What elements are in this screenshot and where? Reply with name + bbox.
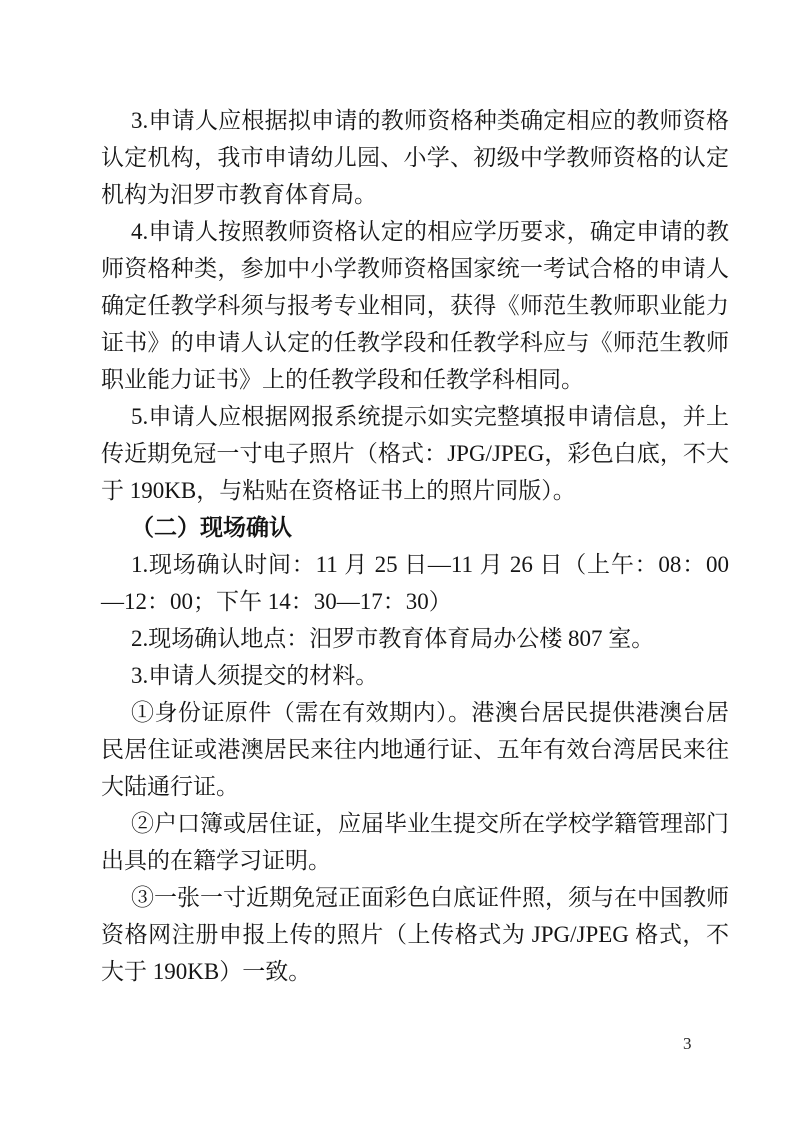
document-content xyxy=(101,102,729,990)
paragraph-qualification-authority: 3.申请人应根据拟申请的教师资格种类确定相应的教师资格认定机构，我市申请幼儿园、小学、初级中学教师资格的认定机构为汨罗市教育体育局。 xyxy=(101,108,729,207)
page-number: 3 xyxy=(683,1034,692,1053)
paragraph-confirmation-location: 2.现场确认地点：汨罗市教育体育局办公楼 807 室。 xyxy=(131,626,655,651)
paragraph-material-photo: ③一张一寸近期免冠正面彩色白底证件照，须与在中国教师资格网注册申报上传的照片（上传格式为 JPG/JPEG 格式，不大于 190KB）一致。 xyxy=(101,885,729,984)
paragraph-materials-intro: 3.申请人须提交的材料。 xyxy=(131,663,379,688)
page-footer xyxy=(0,1034,793,1058)
section-heading-onsite-confirmation: （二）现场确认 xyxy=(131,515,292,540)
paragraph-material-id-card: ①身份证原件（需在有效期内）。港澳台居民提供港澳台居民居住证或港澳居民来往内地通行证、五年有效台湾居民来往大陆通行证。 xyxy=(101,700,729,799)
paragraph-qualification-type-requirements: 4.申请人按照教师资格认定的相应学历要求，确定申请的教师资格种类，参加中小学教师资格国家统一考试合格的申请人确定任教学科须与报考专业相同，获得《师范生教师职业能力证书》的申请人认定的任教学段和任教学科应与《师范生教师职业能力证书》上的任教学段和任教学科相同。 xyxy=(101,219,729,392)
paragraph-online-application-photo: 5.申请人应根据网报系统提示如实完整填报申请信息，并上传近期免冠一寸电子照片（格式：JPG/JPEG，彩色白底，不大于 190KB，与粘贴在资格证书上的照片同版）。 xyxy=(101,404,729,503)
paragraph-material-residence-proof: ②户口簿或居住证，应届毕业生提交所在学校学籍管理部门出具的在籍学习证明。 xyxy=(101,811,729,873)
paragraph-confirmation-time: 1.现场确认时间：11 月 25 日—11 月 26 日（上午：08：00—12：00；下午 14：30—17：30） xyxy=(101,552,729,614)
